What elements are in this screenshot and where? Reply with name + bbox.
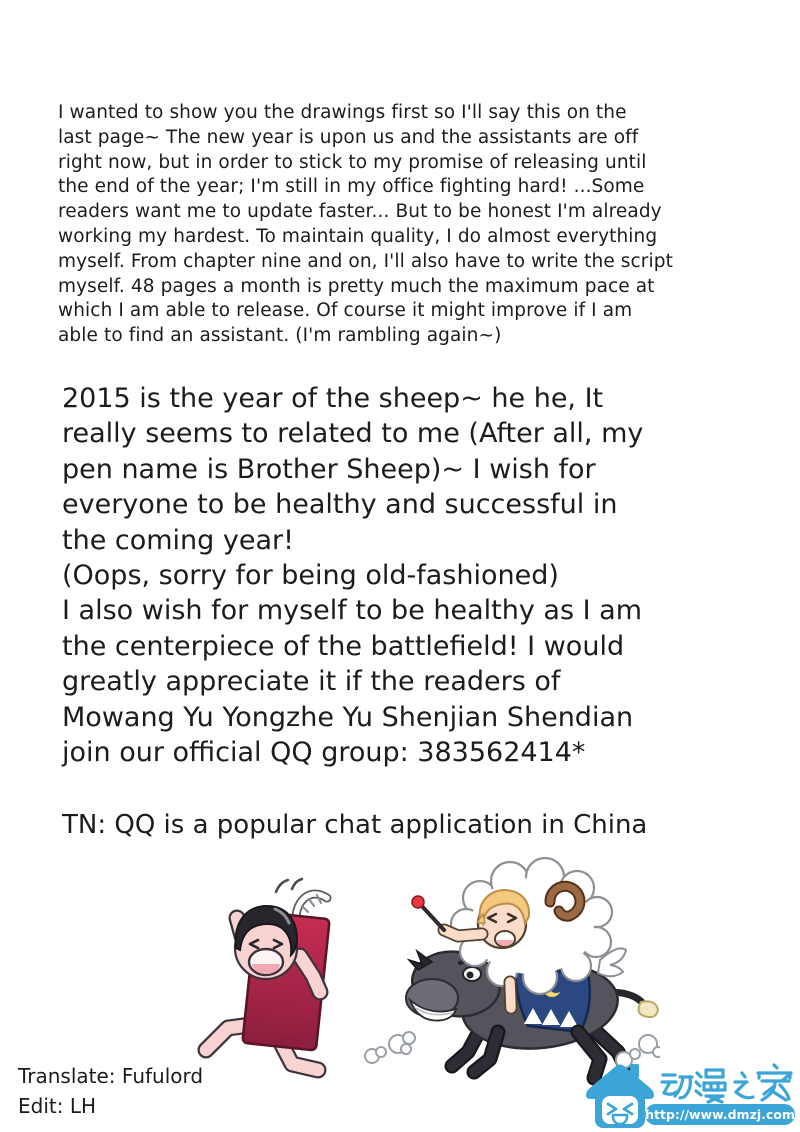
dmzj-watermark (583, 1060, 797, 1131)
message-line: really seems to related to me (After all, my (62, 418, 644, 450)
intro-line: readers want me to update faster... But to be honest I'm already (58, 201, 662, 223)
message-line: I also wish for myself to be healthy as I am (62, 595, 642, 627)
intro-line: the end of the year; I'm still in my office fighting hard! ...Some (58, 176, 645, 198)
message-line: the coming year! (62, 524, 294, 556)
intro-line: which I am able to release. Of course it might improve if I am (58, 300, 633, 322)
dmzj-site-name (662, 1065, 791, 1102)
message-line: Mowang Yu Yongzhe Yu Shenjian Shendian (62, 701, 634, 733)
dmzj-house-icon (586, 1064, 654, 1128)
intro-line: myself. 48 pages a month is pretty much the maximum pace at (58, 275, 655, 297)
credit-edit: Edit: LH (18, 1094, 97, 1118)
firecracker-fuse-icon (296, 894, 327, 916)
new-year-message (62, 381, 643, 770)
intro-line: right now, but in order to stick to my promise of releasing until (58, 151, 647, 173)
message-line: the centerpiece of the battlefield! I would (62, 630, 625, 662)
credits (18, 1061, 203, 1121)
dust-puffs-icon (365, 1032, 415, 1063)
intro-line: myself. From chapter nine and on, I'll also have to write the script (58, 250, 673, 272)
boy-head-icon (235, 906, 297, 979)
intro-paragraph (58, 101, 673, 349)
message-line: join our official QQ group: 383562414* (62, 737, 586, 769)
message-line: everyone to be healthy and successful in (62, 489, 618, 521)
house-mouth-icon (613, 1115, 627, 1124)
translator-note: TN: QQ is a popular chat application in China (62, 810, 648, 840)
chase-illustration (180, 856, 660, 1086)
message-line: 2015 is the year of the sheep~ he he, It (62, 383, 604, 414)
message-line: (Oops, sorry for being old-fashioned) (62, 560, 559, 592)
intro-line: I wanted to show you the drawings first so I'll say this on the (58, 102, 627, 123)
prod-stick-icon (420, 904, 444, 930)
message-line: greatly appreciate it if the readers of (62, 666, 561, 698)
intro-line: working my hardest. To maintain quality, I do almost everything (58, 225, 658, 247)
running-boy-firecracker-icon (206, 879, 330, 1070)
motion-lines-icon (276, 879, 302, 892)
prod-tip-icon (412, 896, 424, 908)
dmzj-url-text: http://www.dmzj.com (645, 1107, 795, 1122)
message-line: pen name is Brother Sheep)~ I wish for (62, 453, 596, 485)
credit-translate: Translate: Fufulord (18, 1064, 204, 1088)
dmzj-url-band (645, 1104, 795, 1125)
sheep-rider-on-donkey-icon (406, 858, 658, 1078)
intro-line: last page~ The new year is upon us and the assistants are off (58, 126, 639, 148)
intro-line: able to find an assistant. (I'm rambling again~) (58, 325, 502, 347)
